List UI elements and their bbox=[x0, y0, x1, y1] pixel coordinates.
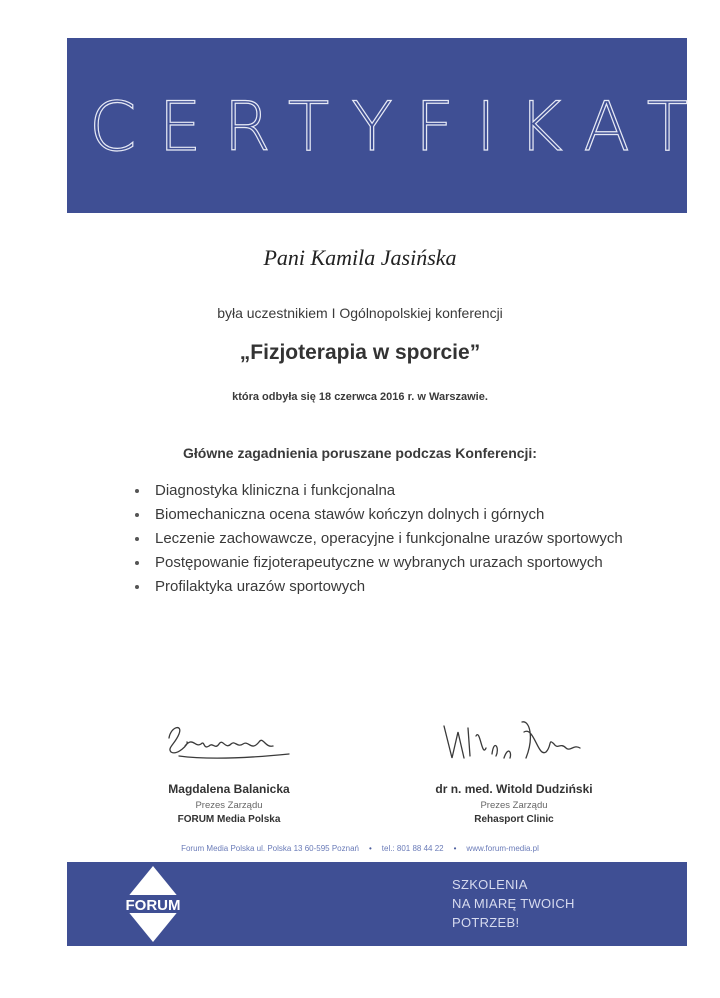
footer-band bbox=[67, 862, 687, 946]
signer-org: Rehasport Clinic bbox=[474, 814, 554, 825]
list-item: Profilaktyka urazów sportowych bbox=[135, 575, 625, 598]
separator-dot: • bbox=[368, 844, 372, 853]
signature-dudzinski bbox=[434, 718, 594, 768]
contact-address: Forum Media Polska ul. Polska 13 60-595 Poznań bbox=[181, 844, 359, 853]
date-line: która odbyła się 18 czerwca 2016 r. w Warszawie. bbox=[232, 391, 488, 403]
list-item: Biomechaniczna ocena stawów kończyn dolnych i górnych bbox=[135, 503, 625, 526]
signer-role: Prezes Zarządu bbox=[195, 800, 263, 811]
forum-logo bbox=[120, 864, 186, 944]
signer-left bbox=[109, 718, 349, 825]
contact-line bbox=[0, 844, 720, 853]
signer-role: Prezes Zarządu bbox=[480, 800, 548, 811]
signature-balanicka bbox=[149, 718, 309, 768]
list-item: Diagnostyka kliniczna i funkcjonalna bbox=[135, 479, 625, 502]
header-band bbox=[67, 38, 711, 213]
signer-org: FORUM Media Polska bbox=[177, 814, 281, 825]
logo-text: FORUM bbox=[125, 897, 181, 914]
slogan bbox=[452, 875, 612, 932]
signer-name: dr n. med. Witold Dudziński bbox=[435, 782, 593, 796]
topics-heading: Główne zagadnienia poruszane podczas Konferencji: bbox=[183, 445, 537, 461]
topics-list bbox=[135, 479, 625, 599]
intro-text: była uczestnikiem I Ogólnopolskiej konferencji bbox=[217, 305, 503, 321]
certificate-title: CERTYFIKAT bbox=[89, 88, 711, 167]
list-item: Leczenie zachowawcze, operacyjne i funkcjonalne urazów sportowych bbox=[135, 527, 625, 550]
slogan-line: SZKOLENIA bbox=[452, 877, 528, 892]
list-item: Postępowanie fizjoterapeutyczne w wybranych urazach sportowych bbox=[135, 551, 625, 574]
signer-right bbox=[394, 718, 634, 825]
slogan-line: NA MIARĘ TWOICH bbox=[452, 896, 575, 911]
contact-phone: tel.: 801 88 44 22 bbox=[381, 844, 444, 853]
separator-dot: • bbox=[453, 844, 457, 853]
conference-title: „Fizjoterapia w sporcie” bbox=[239, 341, 481, 364]
contact-website: www.forum-media.pl bbox=[466, 844, 539, 853]
slogan-line: POTRZEB! bbox=[452, 915, 520, 930]
recipient-name: Pani Kamila Jasińska bbox=[263, 245, 457, 270]
signer-name: Magdalena Balanicka bbox=[168, 782, 290, 796]
